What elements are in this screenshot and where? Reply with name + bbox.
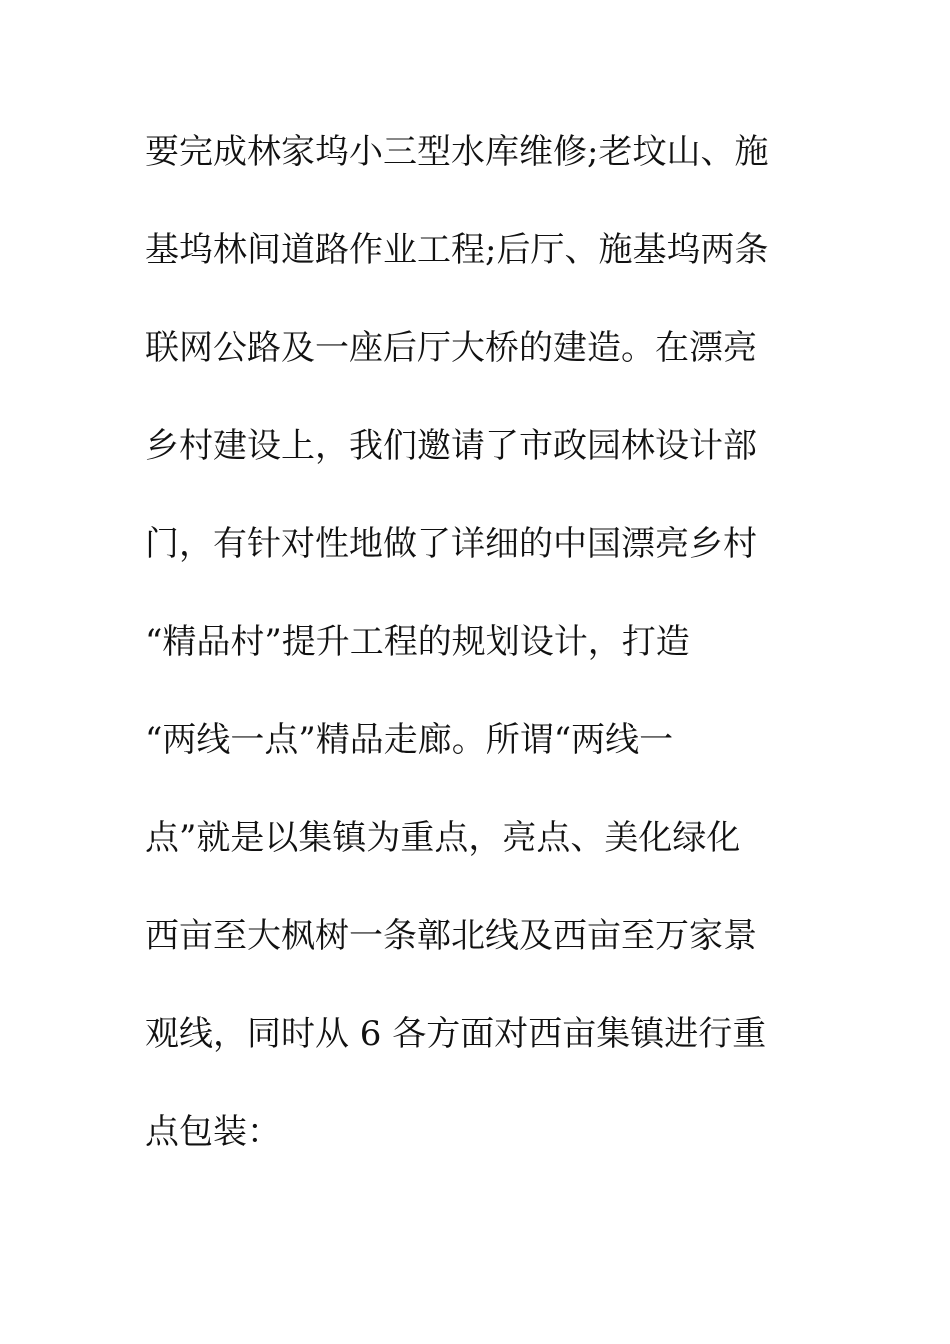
text-line: “两线一点”精品走廊。所谓“两线一 bbox=[145, 720, 674, 760]
text-line: “精品村”提升工程的规划设计，打造 bbox=[145, 622, 690, 662]
text-line: 门，有针对性地做了详细的中国漂亮乡村 bbox=[145, 524, 757, 564]
text-line: 西亩至大枫树一条鄣北线及西亩至万家景 bbox=[145, 916, 757, 956]
text-line: 要完成林家坞小三型水库维修;老坟山、施 bbox=[145, 132, 769, 172]
body-text bbox=[145, 128, 825, 1206]
text-line: 观线，同时从 6 各方面对西亩集镇进行重 bbox=[145, 1014, 767, 1054]
text-line: 联网公路及一座后厅大桥的建造。在漂亮 bbox=[145, 328, 757, 368]
text-line: 基坞林间道路作业工程;后厅、施基坞两条 bbox=[145, 230, 769, 270]
text-line: 乡村建设上，我们邀请了市政园林设计部 bbox=[145, 426, 757, 466]
text-line: 点”就是以集镇为重点，亮点、美化绿化 bbox=[145, 818, 741, 858]
text-line: 点包装： bbox=[145, 1112, 281, 1152]
